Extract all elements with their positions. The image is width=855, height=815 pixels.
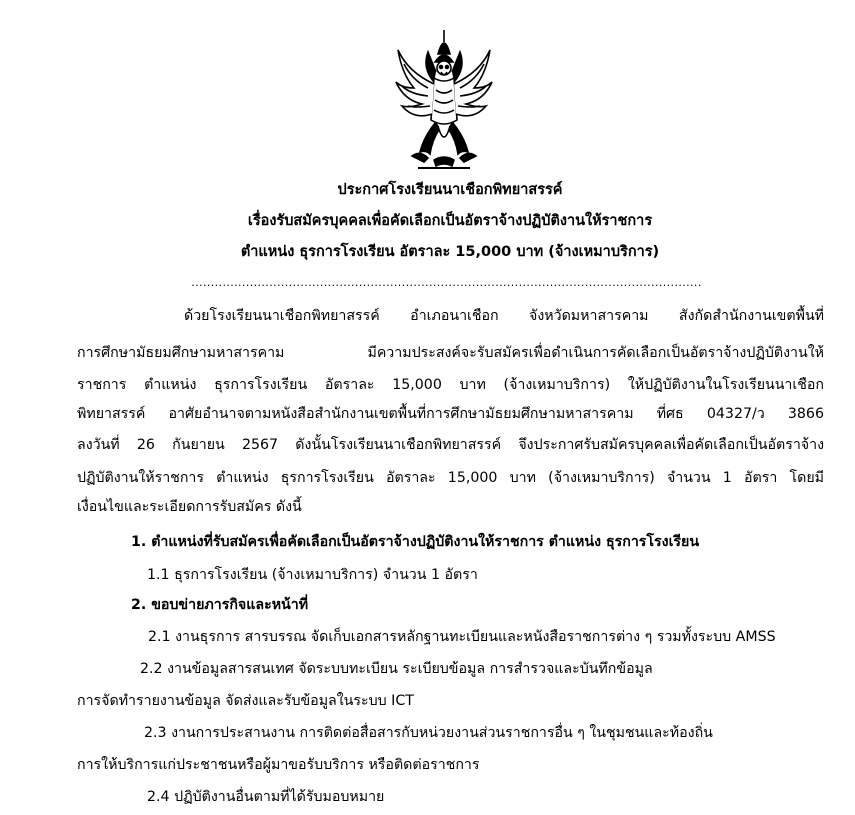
- announcement-position: ตำแหน่ง ธุรการโรงเรียน อัตราละ 15,000 บาท (จ้างเหมาบริการ): [240, 244, 660, 260]
- intro-line: การศึกษามัธยมศึกษามหาสารคาม มีความประสงค์จะรับสมัครเพื่อดำเนินการคัดเลือกเป็นอัตราจ้างปฏิบัติงานให้: [77, 345, 824, 361]
- intro-line: ราชการ ตำแหน่ง ธุรการโรงเรียน อัตราละ 15,000 บาท (จ้างเหมาบริการ) ให้ปฏิบัติงานในโรงเรียนนาเชือก: [77, 377, 824, 393]
- section-2-item: 2.2 งานข้อมูลสารสนเทศ จัดระบบทะเบียน ระเบียบข้อมูล การสำรวจและบันทึกข้อมูล: [140, 661, 653, 677]
- section-2-item: 2.3 งานการประสานงาน การติดต่อสื่อสารกับหน่วยงานส่วนราชการอื่น ๆ ในชุมชนและท้องถิ่น: [144, 725, 713, 741]
- dotted-separator: ...................................................................................................................................: [191, 276, 702, 289]
- intro-line: พิทยาสรรค์ อาศัยอำนาจตามหนังสือสำนักงานเขตพื้นที่การศึกษามัธยมศึกษามหาสารคาม ที่ศธ 04327/ว 3866: [77, 406, 824, 422]
- section-1-heading: 1. ตำแหน่งที่รับสมัครเพื่อคัดเลือกเป็นอัตราจ้างปฏิบัติงานให้ราชการ ตำแหน่ง ธุรการโรงเรียน: [131, 534, 700, 550]
- section-2-heading: 2. ขอบข่ายภารกิจและหน้าที่: [131, 597, 309, 613]
- intro-line: ด้วยโรงเรียนนาเชือกพิทยาสรรค์ อำเภอนาเชือก จังหวัดมหาสารคาม สังกัดสำนักงานเขตพื้นที่: [184, 308, 824, 324]
- announcement-title: ประกาศโรงเรียนนาเชือกพิทยาสรรค์: [337, 182, 563, 198]
- garuda-emblem-icon: [394, 28, 494, 176]
- section-2-item-continued: การจัดทำรายงานข้อมูล จัดส่งและรับข้อมูลในระบบ ICT: [77, 693, 414, 709]
- section-2-item: 2.1 งานธุรการ สารบรรณ จัดเก็บเอกสารหลักฐานทะเบียนและหนังสือราชการต่าง ๆ รวมทั้งระบบ AMSS: [148, 629, 776, 645]
- section-1-item: 1.1 ธุรการโรงเรียน (จ้างเหมาบริการ) จำนวน 1 อัตรา: [147, 567, 478, 583]
- section-2-item: 2.4 ปฏิบัติงานอื่นตามที่ได้รับมอบหมาย: [147, 789, 385, 805]
- intro-line: ปฏิบัติงานให้ราชการ ตำแหน่ง ธุรการโรงเรียน อัตราละ 15,000 บาท (จ้างเหมาบริการ) จำนวน 1 อัตรา โดยมี: [77, 470, 824, 486]
- intro-line: ลงวันที่ 26 กันยายน 2567 ดังนั้นโรงเรียนนาเชือกพิทยาสรรค์ จึงประกาศรับสมัครบุคคลเพื่อคัดเลือกเป็นอัตราจ้าง: [77, 437, 824, 453]
- intro-line: เงื่อนไขและระเอียดการรับสมัคร ดังนี้: [77, 499, 302, 515]
- announcement-subject: เรื่องรับสมัครบุคคลเพื่อคัดเลือกเป็นอัตราจ้างปฏิบัติงานให้ราชการ: [247, 213, 653, 229]
- section-2-item-continued: การให้บริการแก่ประชาชนหรือผู้มาขอรับบริการ หรือติดต่อราชการ: [77, 757, 480, 773]
